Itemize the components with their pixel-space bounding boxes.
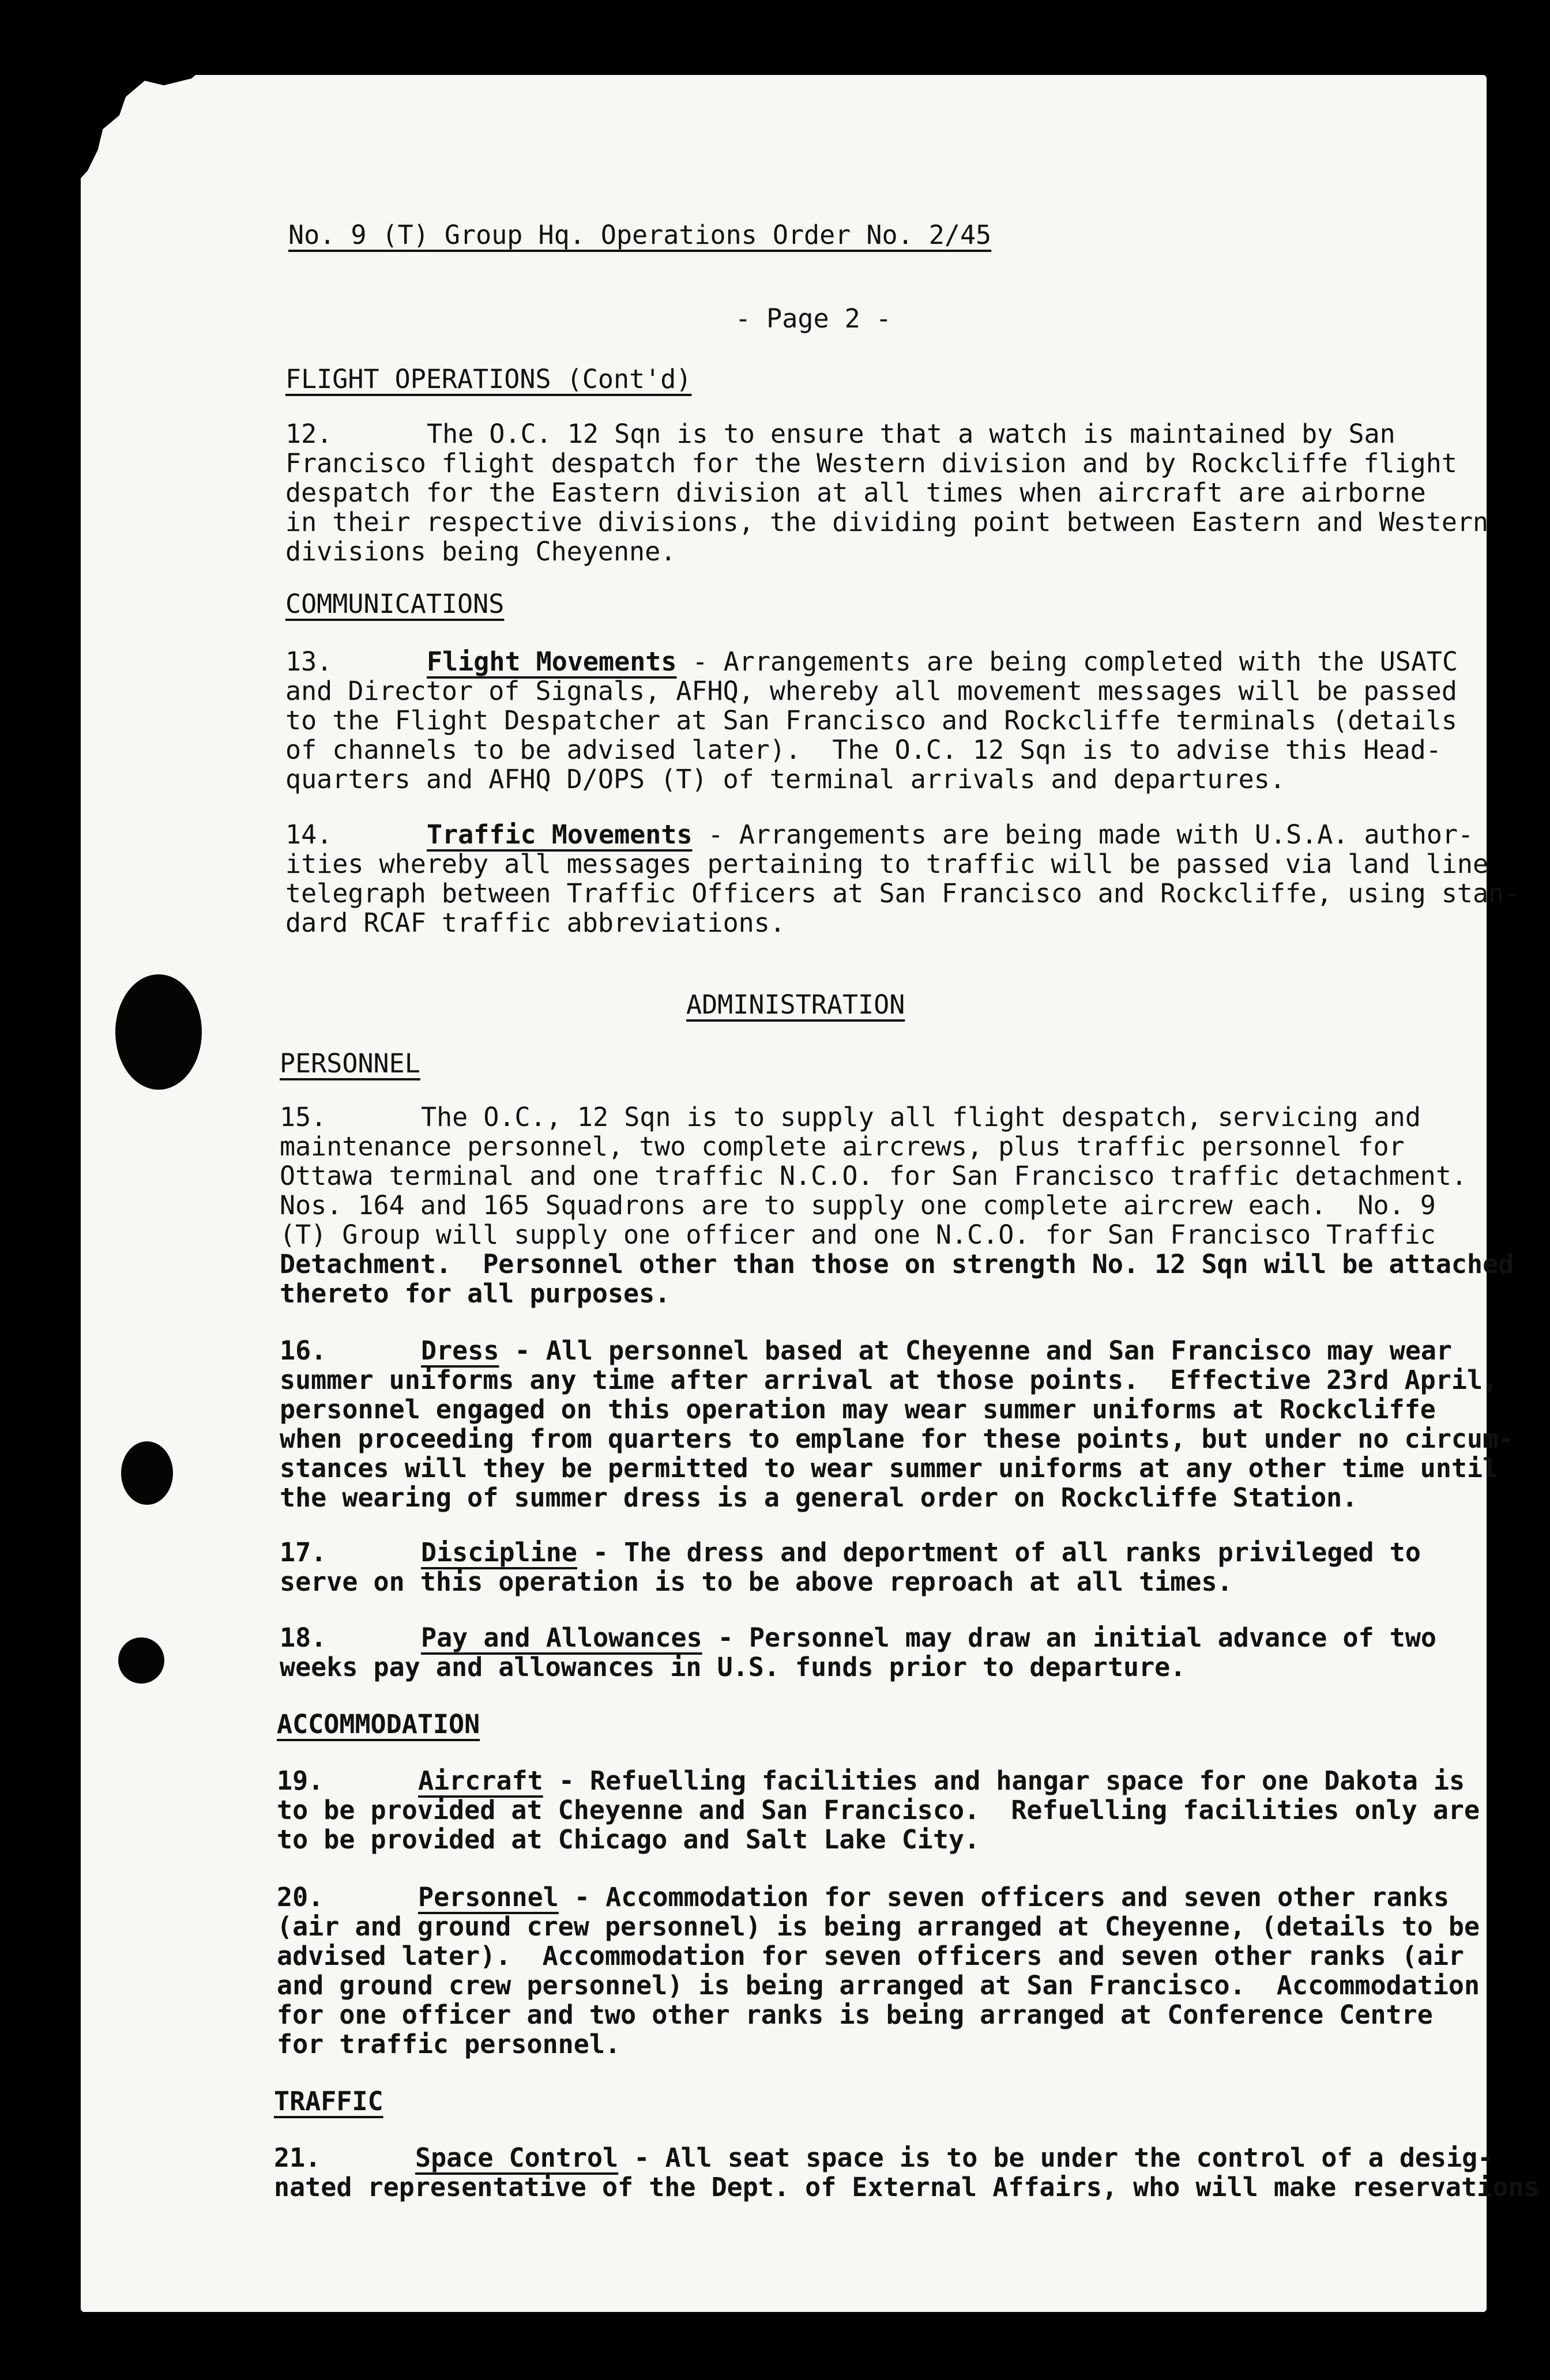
section-administration: ADMINISTRATION	[686, 989, 905, 1020]
paragraph-20-line: (air and ground crew personnel) is being arranged at Cheyenne, (details to be	[277, 1911, 1480, 1942]
paragraph-20-line: and ground crew personnel) is being arranged at San Francisco. Accommodation	[277, 1970, 1480, 2001]
paragraph-17-line: serve on this operation is to be above reproach at all times.	[280, 1566, 1233, 1597]
paragraph-16-line: stances will they be permitted to wear summer uniforms at any other time until	[280, 1453, 1499, 1483]
paragraph-12-line: divisions being Cheyenne.	[285, 536, 676, 567]
paragraph-20-line: for traffic personnel.	[277, 2029, 621, 2059]
paragraph-16-line: summer uniforms any time after arrival at those points. Effective 23rd April,	[280, 1365, 1499, 1395]
paragraph-13-line: to the Flight Despatcher at San Francisco and Rockcliffe terminals (details	[285, 705, 1457, 736]
paragraph-21-line: nated representative of the Dept. of External Affairs, who will make reservations	[274, 2172, 1540, 2202]
paragraph-15-line: Ottawa terminal and one traffic N.C.O. for San Francisco traffic detachment.	[280, 1161, 1468, 1191]
paragraph-12: 12. The O.C. 12 Sqn is to ensure that a watch is maintained by San	[285, 419, 1395, 449]
paragraph-16-line: personnel engaged on this operation may wear summer uniforms at Rockcliffe	[280, 1394, 1436, 1425]
paragraph-15-line: maintenance personnel, two complete aircrews, plus traffic personnel for	[280, 1131, 1405, 1162]
paragraph-13-line: and Director of Signals, AFHQ, whereby all movement messages will be passed	[285, 676, 1457, 706]
paragraph-15-line: Detachment. Personnel other than those on strength No. 12 Sqn will be attached	[280, 1249, 1514, 1279]
paragraph-21: 21. Space Control - All seat space is to be under the control of a desig-	[274, 2142, 1493, 2173]
paragraph-14-line: dard RCAF traffic abbreviations.	[285, 907, 785, 938]
paragraph-12-line: despatch for the Eastern division at all times when aircraft are airborne	[285, 477, 1426, 508]
paragraph-14: 14. Traffic Movements - Arrangements are being made with U.S.A. author-	[285, 819, 1474, 850]
section-personnel: PERSONNEL	[280, 1048, 420, 1079]
paragraph-12-line: Francisco flight despatch for the Western division and by Rockcliffe flight	[285, 448, 1457, 479]
paragraph-20: 20. Personnel - Accommodation for seven officers and seven other ranks	[277, 1882, 1450, 1912]
section-flight-operations: FLIGHT OPERATIONS (Cont'd)	[285, 364, 692, 394]
paragraph-15-line: thereto for all purposes.	[280, 1278, 671, 1309]
paragraph-15-line: Nos. 164 and 165 Squadrons are to supply one complete aircrew each. No. 9	[280, 1190, 1436, 1221]
paragraph-15: 15. The O.C., 12 Sqn is to supply all flight despatch, servicing and	[280, 1102, 1421, 1132]
paragraph-16-line: when proceeding from quarters to emplane for these points, but under no circum-	[280, 1424, 1514, 1454]
paragraph-16-line: the wearing of summer dress is a general order on Rockcliffe Station.	[280, 1482, 1358, 1513]
paragraph-18: 18. Pay and Allowances - Personnel may draw an initial advance of two	[280, 1622, 1437, 1653]
paragraph-19-line: to be provided at Cheyenne and San Francisco. Refuelling facilities only are	[277, 1795, 1480, 1825]
paragraph-19-line: to be provided at Chicago and Salt Lake City.	[277, 1824, 980, 1855]
page-label: - Page 2 -	[735, 303, 891, 334]
punch-hole	[115, 974, 202, 1090]
paragraph-17: 17. Discipline - The dress and deportment of all ranks privileged to	[280, 1537, 1421, 1568]
punch-hole	[118, 1637, 164, 1684]
document-header: No. 9 (T) Group Hq. Operations Order No. 2/45	[288, 220, 992, 250]
paragraph-13-line: of channels to be advised later). The O.C. 12 Sqn is to advise this Head-	[285, 735, 1442, 765]
paragraph-14-line: ities whereby all messages pertaining to traffic will be passed via land line	[285, 849, 1489, 879]
paragraph-20-line: advised later). Accommodation for seven officers and seven other ranks (air	[277, 1941, 1465, 1971]
paragraph-18-line: weeks pay and allowances in U.S. funds prior to departure.	[280, 1652, 1186, 1682]
section-traffic: TRAFFIC	[274, 2086, 383, 2117]
section-accommodation: ACCOMMODATION	[277, 1709, 480, 1739]
paragraph-14-line: telegraph between Traffic Officers at San Francisco and Rockcliffe, using stan-	[285, 878, 1520, 909]
paragraph-15-line: (T) Group will supply one officer and one N.C.O. for San Francisco Traffic	[280, 1219, 1436, 1250]
paragraph-20-line: for one officer and two other ranks is being arranged at Conference Centre	[277, 1999, 1433, 2030]
paragraph-13: 13. Flight Movements - Arrangements are being completed with the USATC	[285, 646, 1458, 677]
paragraph-19: 19. Aircraft - Refuelling facilities and hangar space for one Dakota is	[277, 1765, 1465, 1796]
paragraph-13-line: quarters and AFHQ D/OPS (T) of terminal arrivals and departures.	[285, 764, 1285, 794]
paragraph-16: 16. Dress - All personnel based at Cheyenne and San Francisco may wear	[280, 1335, 1453, 1366]
punch-hole	[121, 1441, 173, 1505]
paragraph-12-line: in their respective divisions, the dividing point between Eastern and Western	[285, 507, 1489, 537]
section-communications: COMMUNICATIONS	[285, 589, 505, 619]
